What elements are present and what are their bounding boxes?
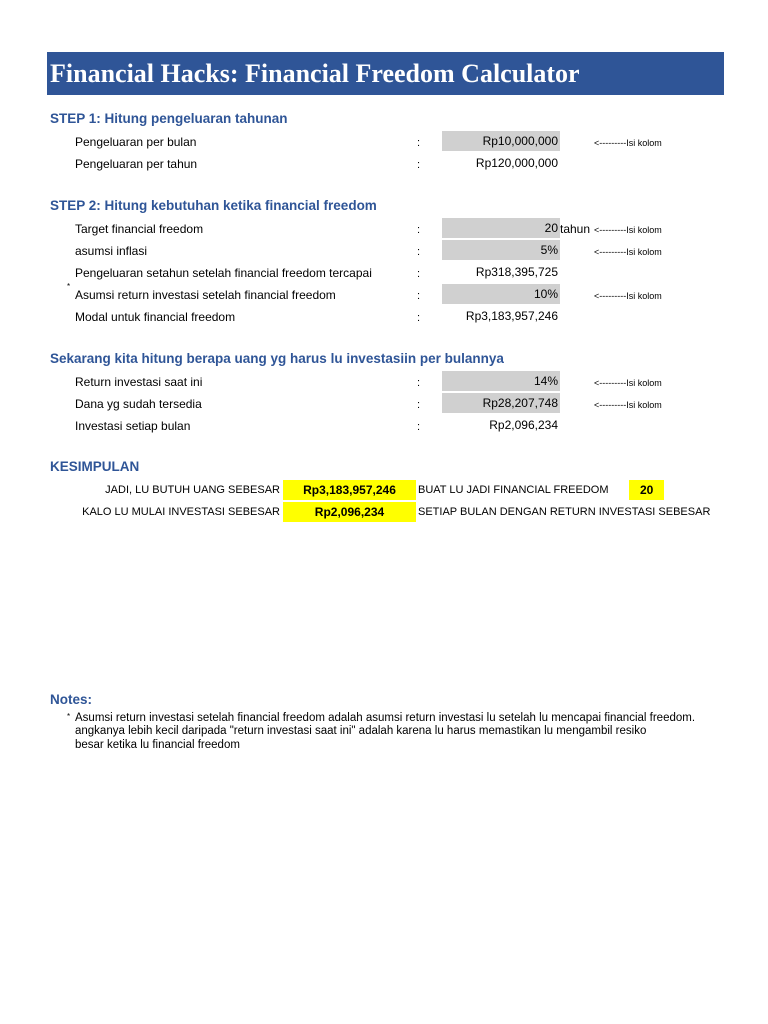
step3-row-label: Return investasi saat ini — [75, 375, 203, 389]
note-line: besar ketika lu financial freedom — [75, 739, 240, 751]
step2-row-label: Pengeluaran setahun setelah financial freedom tercapai — [75, 266, 372, 280]
ff-capital-value: Rp3,183,957,246 — [465, 309, 558, 323]
conclusion-line1-tail: BUAT LU JADI FINANCIAL FREEDOM — [418, 484, 609, 496]
current-return-input[interactable]: 14% — [442, 371, 560, 391]
fill-hint: <---------Isi kolom — [594, 400, 662, 410]
footnote-marker: * — [67, 282, 71, 291]
colon-separator: : — [417, 137, 421, 149]
fill-hint: <---------Isi kolom — [594, 138, 662, 148]
yearly-expense-value: Rp120,000,000 — [475, 156, 558, 170]
step1-heading: STEP 1: Hitung pengeluaran tahunan — [50, 111, 288, 126]
colon-separator: : — [417, 246, 421, 258]
conclusion-years-value: 20 — [629, 480, 664, 500]
inflation-input[interactable]: 5% — [442, 240, 560, 260]
conclusion-capital-value: Rp3,183,957,246 — [283, 480, 416, 500]
step3-row-label: Dana yg sudah tersedia — [75, 397, 202, 411]
fill-hint: <---------Isi kolom — [594, 291, 662, 301]
page-title: Financial Hacks: Financial Freedom Calculator — [47, 52, 724, 95]
monthly-expense-input[interactable]: Rp10,000,000 — [442, 131, 560, 151]
colon-separator: : — [417, 268, 421, 280]
step2-row-label: Asumsi return investasi setelah financial freedom — [75, 288, 336, 302]
fill-hint: <---------Isi kolom — [594, 225, 662, 235]
step3-heading: Sekarang kita hitung berapa uang yg harus lu investasiin per bulannya — [50, 351, 504, 366]
conclusion-line2-label: KALO LU MULAI INVESTASI SEBESAR — [82, 506, 280, 518]
step2-row-label: Modal untuk financial freedom — [75, 310, 236, 324]
step1-row-label: Pengeluaran per bulan — [75, 135, 197, 149]
post-ff-yearly-expense-value: Rp318,395,725 — [475, 265, 558, 279]
target-years-input[interactable]: 20 — [442, 218, 560, 238]
colon-separator: : — [417, 290, 421, 302]
fill-hint: <---------Isi kolom — [594, 378, 662, 388]
step3-row-label: Investasi setiap bulan — [75, 419, 191, 433]
step2-row-label: Target financial freedom — [75, 222, 204, 236]
colon-separator: : — [417, 421, 421, 433]
fill-hint: <---------Isi kolom — [594, 247, 662, 257]
monthly-investment-value: Rp2,096,234 — [489, 418, 558, 432]
step1-row-label: Pengeluaran per tahun — [75, 157, 198, 171]
available-funds-input[interactable]: Rp28,207,748 — [442, 393, 560, 413]
step2-heading: STEP 2: Hitung kebutuhan ketika financial freedom — [50, 198, 377, 213]
colon-separator: : — [417, 399, 421, 411]
colon-separator: : — [417, 377, 421, 389]
colon-separator: : — [417, 312, 421, 324]
conclusion-monthly-value: Rp2,096,234 — [283, 502, 416, 522]
conclusion-line2-tail: SETIAP BULAN DENGAN RETURN INVESTASI SEBESAR — [418, 506, 711, 518]
notes-heading: Notes: — [50, 692, 93, 707]
note-line: Asumsi return investasi setelah financial freedom adalah asumsi return investasi lu setelah lu mencapai financial freedom. — [75, 712, 696, 724]
colon-separator: : — [417, 224, 421, 236]
conclusion-line1-label: JADI, LU BUTUH UANG SEBESAR — [105, 484, 280, 496]
footnote-marker: * — [67, 712, 71, 721]
note-line: angkanya lebih kecil daripada "return investasi saat ini" adalah karena lu harus memastikan lu mengambil resiko — [75, 725, 647, 737]
colon-separator: : — [417, 159, 421, 171]
unit-label: tahun — [560, 222, 591, 236]
post-ff-return-input[interactable]: 10% — [442, 284, 560, 304]
step2-row-label: asumsi inflasi — [75, 244, 148, 258]
conclusion-heading: KESIMPULAN — [50, 459, 140, 474]
